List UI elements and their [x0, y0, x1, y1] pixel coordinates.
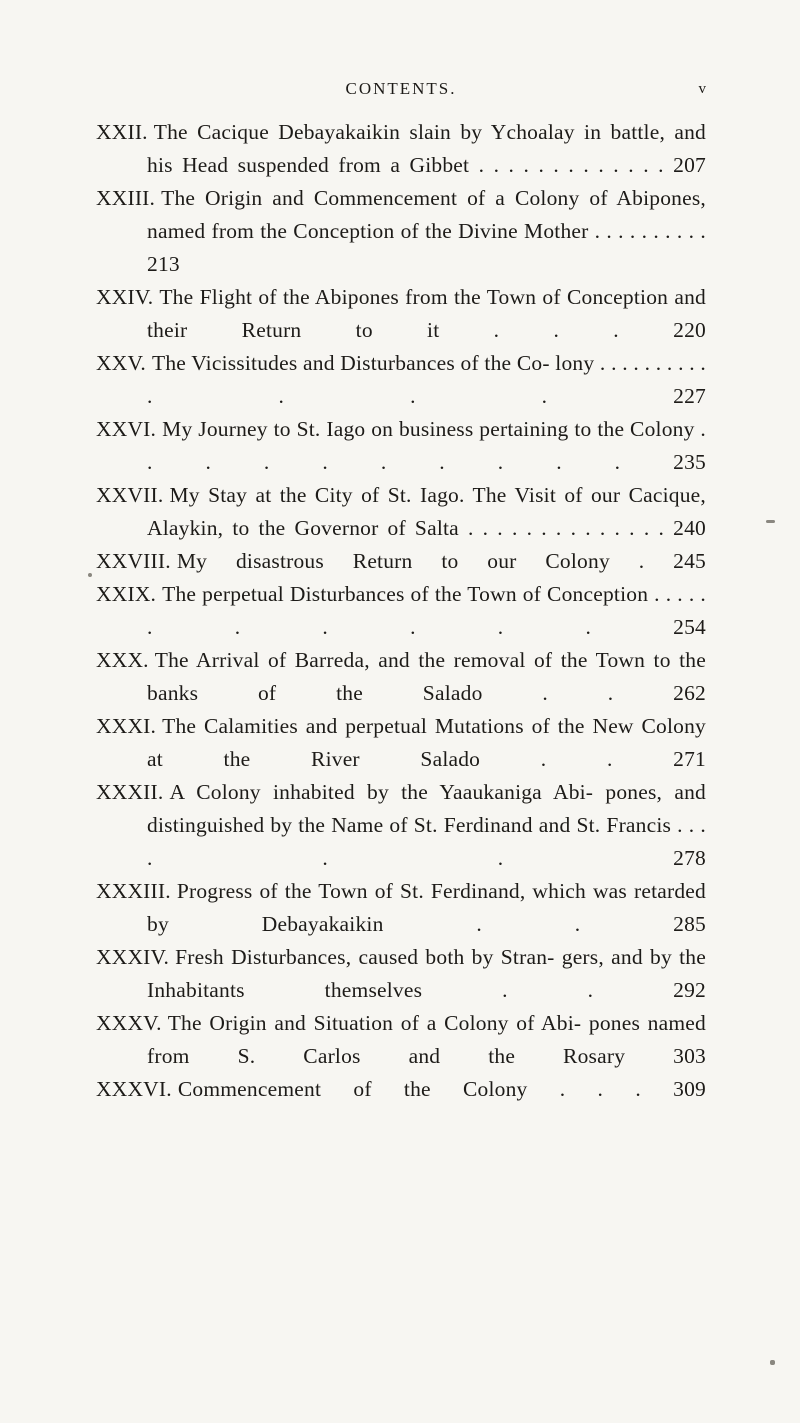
chapter-title: The perpetual Disturbances of the Town of Conception . . . . . . . . . . . 254	[147, 582, 706, 639]
chapter-number: XXXIII.	[96, 879, 171, 903]
chapter-number: XXII.	[96, 120, 148, 144]
toc-entry-xxxvi	[96, 1073, 706, 1106]
toc-entry-xxii	[96, 116, 706, 182]
toc-entry-xxx	[96, 644, 706, 710]
toc-entry-xxiii	[96, 182, 706, 281]
chapter-number: XXIII.	[96, 186, 156, 210]
toc-entry-xxviii	[96, 545, 706, 578]
page-header	[96, 77, 706, 101]
chapter-number: XXVII.	[96, 483, 164, 507]
toc-entry-xxvi	[96, 413, 706, 479]
paper-speck	[88, 573, 92, 577]
toc-entry-xxxi	[96, 710, 706, 776]
paper-speck	[766, 520, 775, 523]
chapter-title: Commencement of the Colony . . . 309	[177, 1077, 706, 1101]
toc-entry-xxiv	[96, 281, 706, 347]
chapter-number: XXXI.	[96, 714, 157, 738]
chapter-title: The Calamities and perpetual Mutations of the New Colony at the River Salado . . 271	[147, 714, 706, 771]
toc-entry-xxvii	[96, 479, 706, 545]
toc-entry-xxix	[96, 578, 706, 644]
chapter-number: XXVIII.	[96, 549, 171, 573]
toc-entry-xxxiv	[96, 941, 706, 1007]
table-of-contents	[96, 116, 706, 1106]
paper-speck	[770, 1360, 775, 1365]
chapter-title: The Origin and Commencement of a Colony of Abipones, named from the Conception of the Divine Mother . . . . . . . . . . 213	[147, 186, 706, 276]
toc-entry-xxxiii	[96, 875, 706, 941]
toc-entry-xxv	[96, 347, 706, 413]
chapter-title: The Origin and Situation of a Colony of Abi- pones named from S. Carlos and the Rosary 303	[147, 1011, 706, 1068]
chapter-number: XXV.	[96, 351, 146, 375]
chapter-number: XXXII.	[96, 780, 164, 804]
chapter-title: My disastrous Return to our Colony . 245	[176, 549, 706, 573]
chapter-title: A Colony inhabited by the Yaaukaniga Abi- pones, and distinguished by the Name of St. Ferdinand and St. Francis . . . . . . 278	[147, 780, 706, 870]
chapter-title: Fresh Disturbances, caused both by Stran- gers, and by the Inhabitants themselves . . 292	[147, 945, 706, 1002]
chapter-title: The Vicissitudes and Disturbances of the Co- lony . . . . . . . . . . . . . . 227	[147, 351, 706, 408]
toc-entry-xxxii	[96, 776, 706, 875]
page-number: v	[698, 81, 706, 97]
chapter-number: XXIV.	[96, 285, 154, 309]
chapter-number: XXIX.	[96, 582, 157, 606]
chapter-title: The Arrival of Barreda, and the removal of the Town to the banks of the Salado . . 262	[147, 648, 706, 705]
chapter-title: My Journey to St. Iago on business pertaining to the Colony . . . . . . . . . . 235	[147, 417, 706, 474]
chapter-number: XXVI.	[96, 417, 157, 441]
chapter-title: The Flight of the Abipones from the Town of Conception and their Return to it . . . 220	[147, 285, 706, 342]
chapter-number: XXXV.	[96, 1011, 162, 1035]
chapter-number: XXX.	[96, 648, 149, 672]
chapter-title: Progress of the Town of St. Ferdinand, which was retarded by Debayakaikin . . 285	[147, 879, 706, 936]
chapter-number: XXXIV.	[96, 945, 170, 969]
chapter-number: XXXVI.	[96, 1077, 172, 1101]
running-title: CONTENTS.	[345, 79, 457, 98]
toc-entry-xxxv	[96, 1007, 706, 1073]
chapter-title: The Cacique Debayakaikin slain by Ychoalay in battle, and his Head suspended from a Gibbet . . . . . . . . . . . . . 207	[147, 120, 706, 177]
chapter-title: My Stay at the City of St. Iago. The Visit of our Cacique, Alaykin, to the Governor of Salta . . . . . . . . . . . . . . 240	[147, 483, 706, 540]
